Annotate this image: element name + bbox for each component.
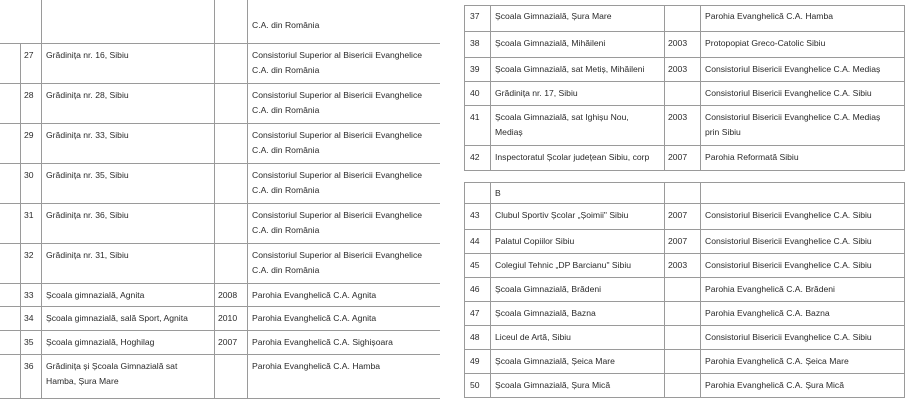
row-owner-line: Consistoriul Superior al Bisericii Evanghelice: [252, 250, 423, 260]
row-name-line: Școala Gimnazială, Șura Mare: [495, 11, 612, 21]
row-owner: [700, 326, 905, 349]
row-name-line: Școala Gimnazială, Șura Mică: [495, 380, 611, 390]
row-year: [214, 164, 247, 203]
row-year: [664, 182, 700, 203]
row-owner: [700, 82, 905, 105]
row-year: [214, 307, 247, 330]
table-row: [464, 58, 905, 82]
row-year: [664, 326, 700, 349]
row-name: [490, 230, 664, 253]
row-owner: [700, 302, 905, 325]
row-year: [664, 230, 700, 253]
row-number: [20, 244, 41, 283]
row-number-line: 40: [470, 88, 480, 98]
row-number: [464, 146, 490, 170]
table-row: [464, 32, 905, 58]
row-number-line: 27: [24, 50, 34, 60]
table-row: [464, 82, 905, 106]
row-owner-line: Parohia Evanghelică C.A. Bazna: [705, 308, 830, 318]
row-year: [214, 84, 247, 123]
row-year: [664, 254, 700, 277]
row-number: [464, 350, 490, 373]
row-name-line: Școala Gimnazială, Bazna: [495, 308, 596, 318]
row-owner-line: Parohia Evanghelică C.A. Sighișoara: [252, 337, 393, 347]
row-name-line: Clubul Sportiv Școlar „Șoimii" Sibiu: [495, 210, 629, 220]
table-row: [464, 278, 905, 302]
row-owner-line: C.A. din România: [252, 20, 320, 30]
row-number: [20, 164, 41, 203]
row-year: [664, 82, 700, 105]
row-name-line: Școala Gimnazială, Șeica Mare: [495, 356, 615, 366]
row-name-line: Grădinița și Școala Gimnazială sat: [46, 361, 178, 371]
row-name: [41, 84, 214, 123]
row-year-line: 2007: [668, 152, 688, 162]
table-row: [464, 374, 905, 398]
row-year-line: 2007: [668, 210, 688, 220]
row-number-line: 37: [470, 11, 480, 21]
row-number: [20, 204, 41, 243]
row-owner-line: Consistoriul Bisericii Evanghelice C.A. Mediaș: [705, 64, 881, 74]
row-number-line: 43: [470, 210, 480, 220]
row-number: [464, 230, 490, 253]
row-number: [20, 284, 41, 306]
row-owner-line: Parohia Evanghelică C.A. Hamba: [252, 361, 381, 371]
row-number: [464, 106, 490, 145]
row-name: [490, 350, 664, 373]
row-owner-line: C.A. din România: [252, 145, 320, 155]
table-row: [464, 254, 905, 278]
row-owner: [700, 278, 905, 301]
row-year: [664, 302, 700, 325]
row-number: [20, 84, 41, 123]
row-name-line: Grădinița nr. 31, Sibiu: [46, 250, 129, 260]
table-row: [464, 326, 905, 350]
row-name: [490, 254, 664, 277]
row-owner: [700, 204, 905, 229]
row-name-line: Grădinița nr. 17, Sibiu: [495, 88, 578, 98]
row-year: [214, 284, 247, 306]
row-owner-line: Consistoriul Superior al Bisericii Evanghelice: [252, 50, 423, 60]
row-owner: [700, 350, 905, 373]
row-owner: [247, 331, 440, 354]
row-name-line: Grădinița nr. 28, Sibiu: [46, 90, 129, 100]
row-year: [214, 355, 247, 398]
row-year: [214, 244, 247, 283]
row-number: [464, 82, 490, 105]
row-number-line: 41: [470, 112, 480, 122]
row-name: [41, 124, 214, 163]
row-number-line: 29: [24, 130, 34, 140]
row-name-line: Mediaș: [495, 127, 523, 137]
row-year: [214, 204, 247, 243]
row-owner-line: prin Sibiu: [705, 127, 741, 137]
row-name: [490, 374, 664, 397]
row-owner: [247, 204, 440, 243]
row-name-line: Școala Gimnazială, Brădeni: [495, 284, 602, 294]
row-year: [664, 58, 700, 81]
row-name-line: Grădinița nr. 35, Sibiu: [46, 170, 129, 180]
row-owner-line: Parohia Reformată Sibiu: [705, 152, 799, 162]
row-name-line: Școala Gimnazială, sat Metiș, Mihăileni: [495, 64, 645, 74]
row-name-line: Școala gimnazială, Agnita: [46, 290, 145, 300]
row-owner-line: C.A. din România: [252, 105, 320, 115]
row-owner: [700, 374, 905, 397]
row-name: [490, 58, 664, 81]
row-name: [490, 5, 664, 31]
row-name-line: Palatul Copiilor Sibiu: [495, 236, 575, 246]
row-owner: [700, 254, 905, 277]
row-name-line: Inspectoratul Școlar județean Sibiu, corp: [495, 152, 650, 162]
row-owner: [700, 58, 905, 81]
row-year-line: 2010: [218, 313, 238, 323]
row-owner-line: Consistoriul Superior al Bisericii Evanghelice: [252, 130, 423, 140]
row-number-line: 38: [470, 38, 480, 48]
row-owner-line: Parohia Evanghelică C.A. Șeica Mare: [705, 356, 849, 366]
row-year-line: 2007: [218, 337, 238, 347]
row-number: [20, 355, 41, 398]
row-owner-line: Consistoriul Bisericii Evanghelice C.A. Mediaș: [705, 112, 881, 122]
row-owner: [247, 355, 440, 398]
row-name: [490, 302, 664, 325]
row-name: [490, 32, 664, 57]
row-owner-line: Consistoriul Superior al Bisericii Evanghelice: [252, 170, 423, 180]
row-name: [490, 146, 664, 170]
row-owner: [247, 164, 440, 203]
row-number: [464, 5, 490, 31]
row-owner: [247, 0, 440, 43]
row-owner-line: Consistoriul Bisericii Evanghelice C.A. Sibiu: [705, 260, 872, 270]
row-number-line: 39: [470, 64, 480, 74]
row-name: [41, 44, 214, 83]
row-number: [464, 326, 490, 349]
table-row: [0, 244, 440, 284]
row-number: [20, 124, 41, 163]
row-owner: [700, 5, 905, 31]
table-row: [464, 230, 905, 254]
table-row: [464, 5, 905, 32]
row-number-line: 47: [470, 308, 480, 318]
row-number: [20, 44, 41, 83]
row-year-line: 2003: [668, 112, 688, 122]
row-name-line: Liceul de Artă, Sibiu: [495, 332, 571, 342]
row-name-line: Grădinița nr. 36, Sibiu: [46, 210, 129, 220]
row-owner-line: Consistoriul Bisericii Evanghelice C.A. Sibiu: [705, 236, 872, 246]
row-owner: [247, 284, 440, 306]
row-name: [490, 106, 664, 145]
row-name: [490, 204, 664, 229]
row-number-line: 50: [470, 380, 480, 390]
row-number-line: 46: [470, 284, 480, 294]
row-name-line: Școala gimnazială, Hoghilag: [46, 337, 155, 347]
row-owner-line: C.A. din România: [252, 65, 320, 75]
row-owner-line: Parohia Evanghelică C.A. Brădeni: [705, 284, 835, 294]
row-name: [41, 204, 214, 243]
row-year-line: 2007: [668, 236, 688, 246]
row-name-line: Grădinița nr. 33, Sibiu: [46, 130, 129, 140]
table-row: [0, 84, 440, 124]
row-owner-line: Protopopiat Greco-Catolic Sibiu: [705, 38, 826, 48]
row-year: [214, 0, 247, 43]
row-number-line: 42: [470, 152, 480, 162]
row-number: [464, 374, 490, 397]
row-number: [464, 32, 490, 57]
row-number-line: 45: [470, 260, 480, 270]
row-number-line: 31: [24, 210, 34, 220]
row-number: [464, 58, 490, 81]
row-name: [490, 82, 664, 105]
row-number-line: 30: [24, 170, 34, 180]
row-year: [664, 146, 700, 170]
table-row: [464, 106, 905, 146]
table-row: [0, 284, 440, 307]
row-year-line: 2003: [668, 38, 688, 48]
row-year: [664, 350, 700, 373]
row-name: [41, 164, 214, 203]
row-owner: [247, 307, 440, 330]
row-year-line: 2003: [668, 260, 688, 270]
row-number-line: 28: [24, 90, 34, 100]
row-name: [41, 0, 214, 43]
row-owner-line: C.A. din România: [252, 185, 320, 195]
row-name: [41, 244, 214, 283]
row-owner: [247, 244, 440, 283]
table-row: [0, 307, 440, 331]
row-owner-line: Consistoriul Bisericii Evanghelice C.A. Sibiu: [705, 332, 872, 342]
section-label-line: B: [495, 188, 501, 198]
row-number-line: 35: [24, 337, 34, 347]
row-name: [41, 284, 214, 306]
table-row: [464, 204, 905, 230]
row-number: [20, 331, 41, 354]
row-number-line: 34: [24, 313, 34, 323]
row-year: [664, 204, 700, 229]
table-row: [0, 355, 440, 399]
table-row: [464, 350, 905, 374]
table-row: [464, 146, 905, 171]
row-number: [464, 204, 490, 229]
row-year: [664, 106, 700, 145]
row-number: [464, 278, 490, 301]
table-row-continuation: [0, 0, 440, 44]
row-number: [464, 182, 490, 203]
row-number: [20, 0, 41, 43]
row-owner-line: Parohia Evanghelică C.A. Șura Mică: [705, 380, 845, 390]
row-year-line: 2008: [218, 290, 238, 300]
row-name-line: Hamba, Șura Mare: [46, 376, 119, 386]
row-year-line: 2003: [668, 64, 688, 74]
row-owner-line: Consistoriul Superior al Bisericii Evanghelice: [252, 210, 423, 220]
row-owner: [247, 124, 440, 163]
row-number-line: 48: [470, 332, 480, 342]
row-owner: [700, 230, 905, 253]
row-name-line: Școala gimnazială, sală Sport, Agnita: [46, 313, 188, 323]
section-header-row: [464, 182, 905, 204]
row-name: [490, 278, 664, 301]
row-name-line: Grădinița nr. 16, Sibiu: [46, 50, 129, 60]
row-year: [214, 331, 247, 354]
row-owner-line: Consistoriul Bisericii Evanghelice C.A. Sibiu: [705, 88, 872, 98]
table-row: [464, 302, 905, 326]
row-owner-line: Consistoriul Superior al Bisericii Evanghelice: [252, 90, 423, 100]
row-owner-line: C.A. din România: [252, 225, 320, 235]
row-number: [20, 307, 41, 330]
row-owner: [247, 84, 440, 123]
row-owner: [700, 146, 905, 170]
row-name: [41, 355, 214, 398]
table-row: [0, 44, 440, 84]
row-number-line: 44: [470, 236, 480, 246]
row-year: [664, 374, 700, 397]
row-number-line: 33: [24, 290, 34, 300]
row-name: [41, 307, 214, 330]
row-name-line: Școala Gimnazială, Mihăileni: [495, 38, 606, 48]
row-owner-line: C.A. din România: [252, 265, 320, 275]
row-name: [490, 326, 664, 349]
row-owner-line: Consistoriul Bisericii Evanghelice C.A. Sibiu: [705, 210, 872, 220]
row-owner: [700, 182, 905, 203]
table-row: [0, 331, 440, 355]
row-number: [464, 302, 490, 325]
row-owner-line: Parohia Evanghelică C.A. Hamba: [705, 11, 834, 21]
table-row: [0, 124, 440, 164]
row-number-line: 49: [470, 356, 480, 366]
row-number: [464, 254, 490, 277]
row-name: [41, 331, 214, 354]
row-owner: [700, 32, 905, 57]
row-year: [214, 124, 247, 163]
row-name-line: Școala Gimnazială, sat Ighișu Nou,: [495, 112, 629, 122]
row-number-line: 32: [24, 250, 34, 260]
row-year: [664, 32, 700, 57]
section-label: [490, 182, 664, 203]
table-row: [0, 204, 440, 244]
row-owner: [247, 44, 440, 83]
table-row: [0, 164, 440, 204]
row-name-line: Colegiul Tehnic „DP Barcianu" Sibiu: [495, 260, 632, 270]
row-owner-line: Parohia Evanghelică C.A. Agnita: [252, 290, 377, 300]
row-owner: [700, 106, 905, 145]
row-owner-line: Parohia Evanghelică C.A. Agnita: [252, 313, 377, 323]
row-year: [214, 44, 247, 83]
row-number-line: 36: [24, 361, 34, 371]
row-year: [664, 5, 700, 31]
row-year: [664, 278, 700, 301]
